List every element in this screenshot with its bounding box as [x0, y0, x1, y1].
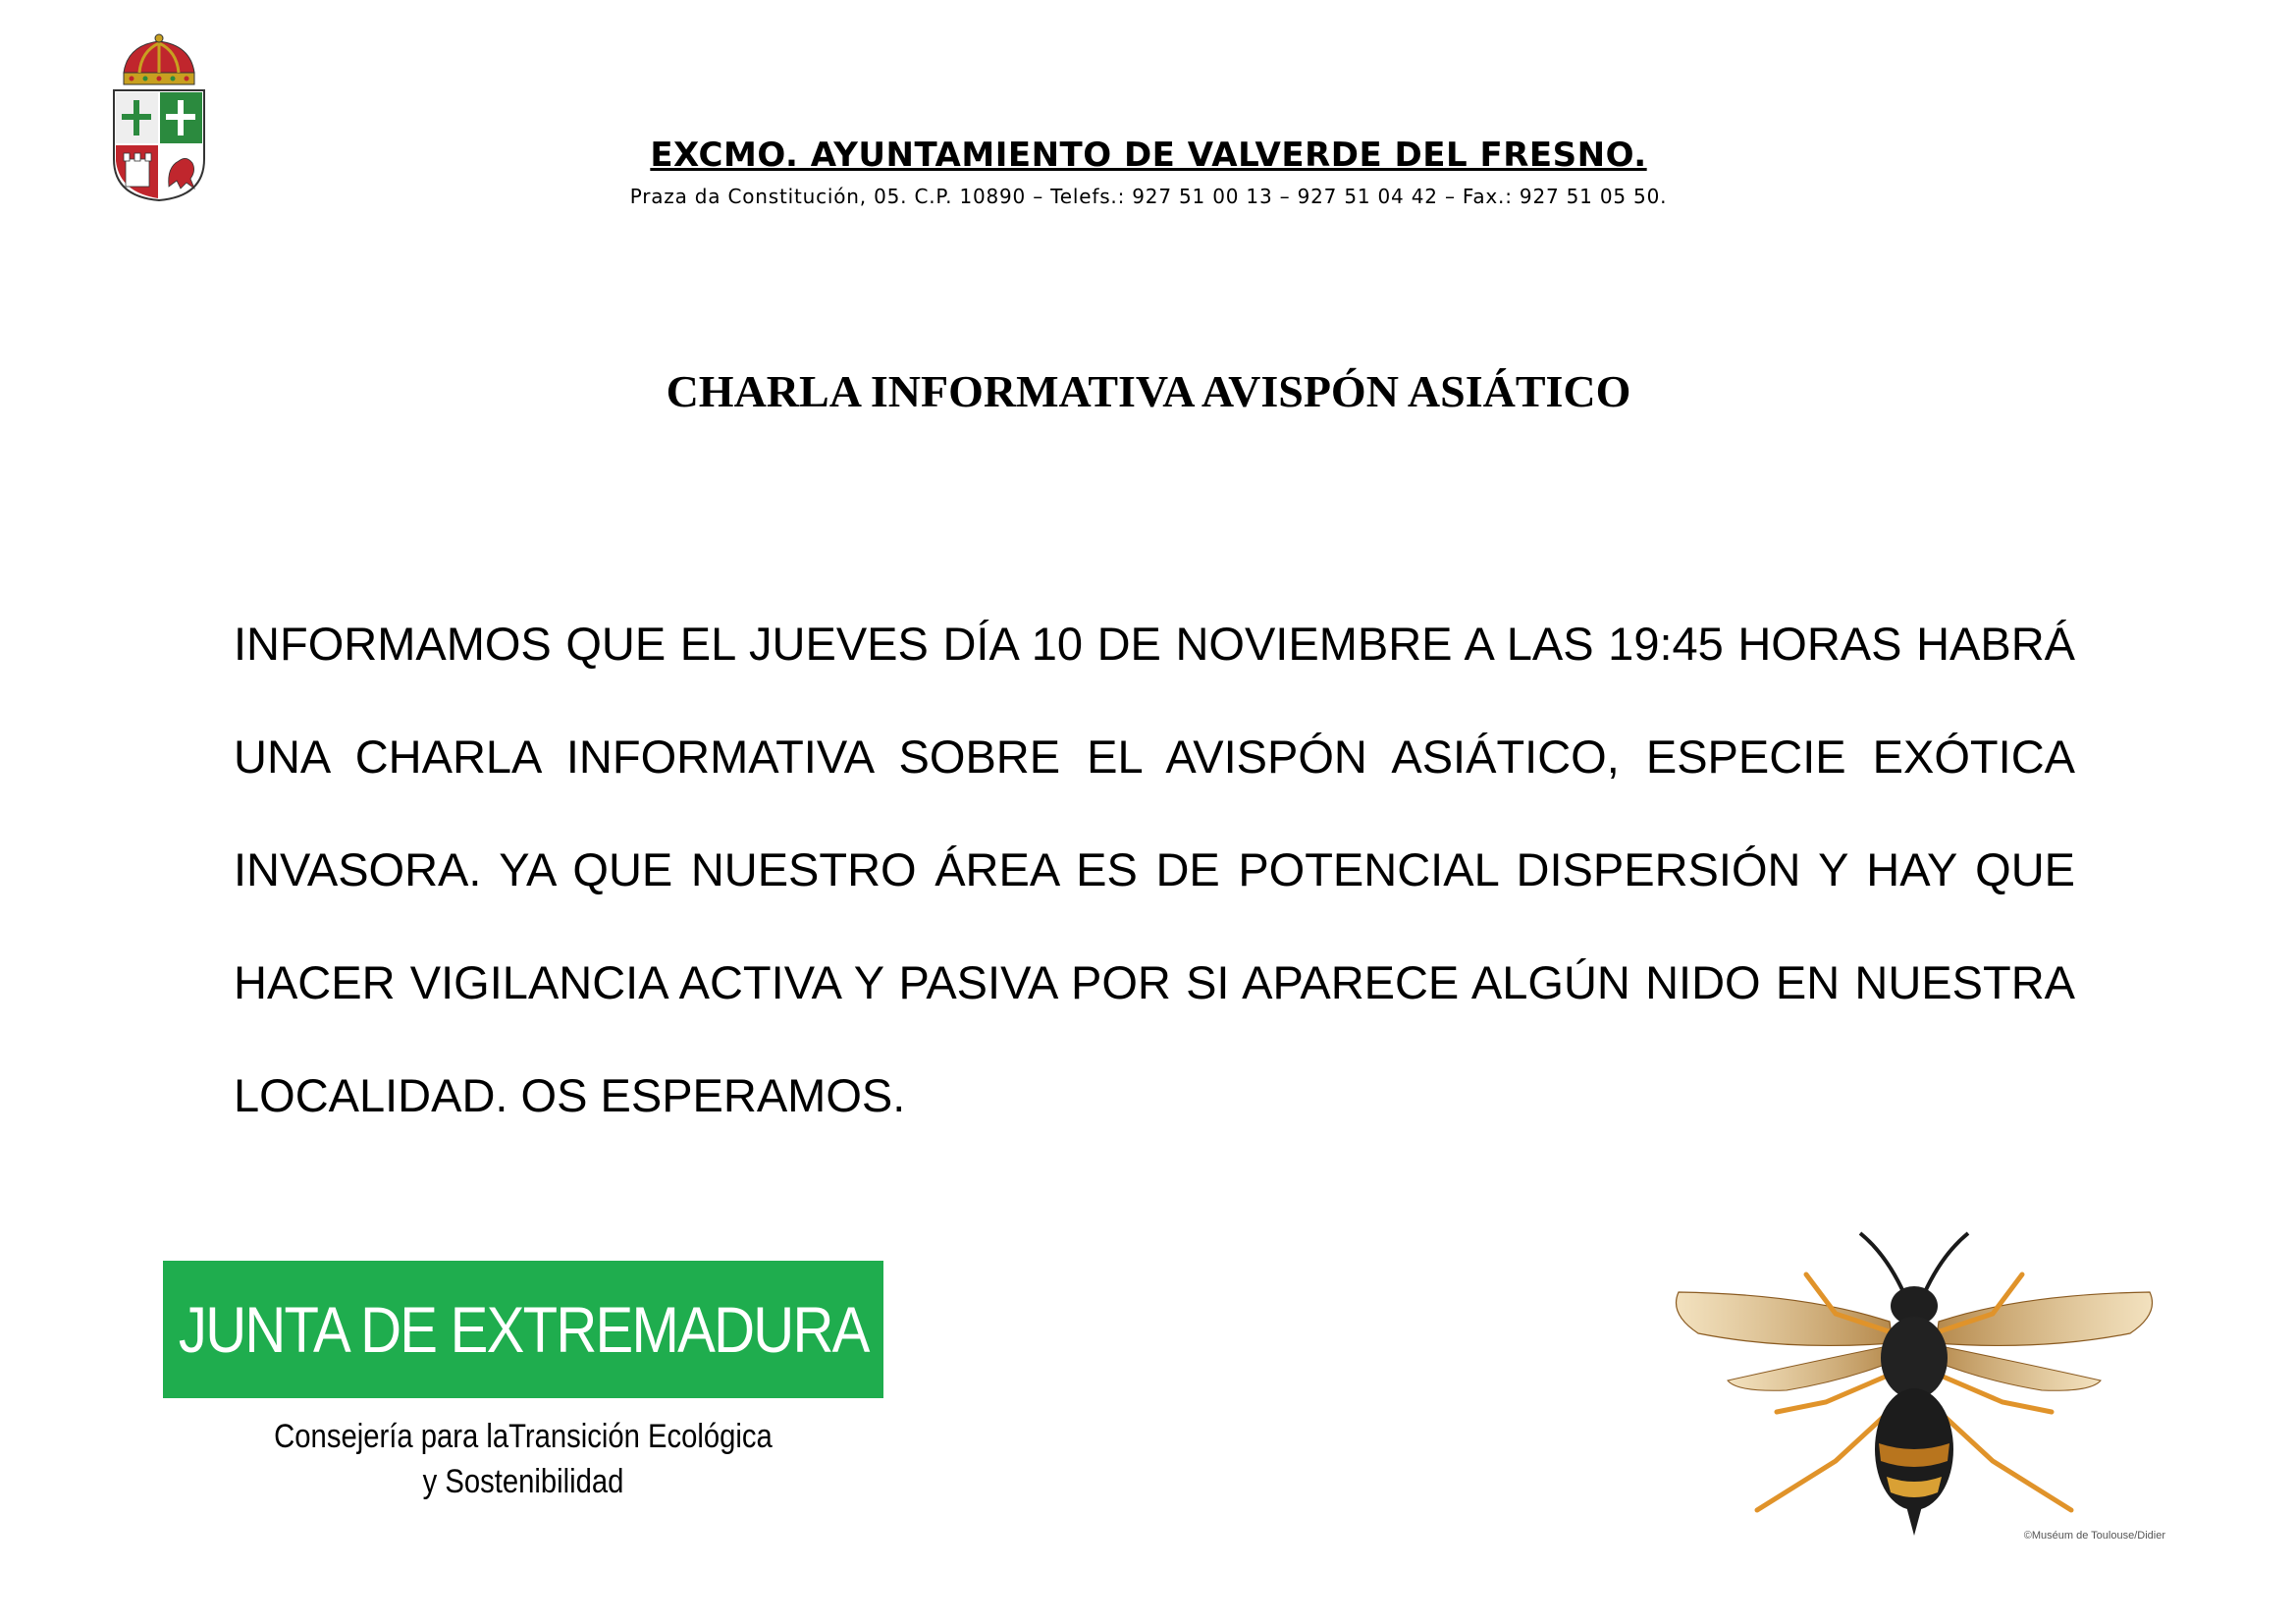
junta-logo-banner	[163, 1261, 883, 1398]
junta-logo-subtitle	[213, 1414, 832, 1504]
document-title: CHARLA INFORMATIVA AVISPÓN ASIÁTICO	[666, 366, 1631, 416]
coat-of-arms-icon	[110, 33, 208, 202]
junta-logo-name: JUNTA DE EXTREMADURA	[178, 1293, 869, 1366]
photo-credit: ©Muséum de Toulouse/Didier	[2023, 1530, 2165, 1542]
junta-subtitle-line-1: Consejería para laTransición Ecológica	[274, 1418, 773, 1455]
organization-address: Praza da Constitución, 05. C.P. 10890 – Telefs.: 927 51 00 13 – 927 51 04 42 – Fax.: 927 51 05 50.	[629, 185, 1668, 208]
hornet-icon	[1659, 1216, 2169, 1549]
announcement-body: INFORMAMOS QUE EL JUEVES DÍA 10 DE NOVIEMBRE A LAS 19:45 HORAS HABRÁ UNA CHARLA INFORMATIVA SOBRE EL AVISPÓN ASIÁTICO, ESPECIE EXÓTICA INVASORA. YA QUE NUESTRO ÁREA ES DE POTENCIAL DISPERSIÓN Y HAY QUE HACER VIGILANCIA ACTIVA Y PASIVA POR SI APARECE ALGÚN NIDO EN NUESTRA LOCALIDAD. OS ESPERAMOS.	[234, 618, 2075, 1121]
junta-subtitle-line-2: y Sostenibilidad	[422, 1463, 624, 1500]
organization-name: EXCMO. AYUNTAMIENTO DE VALVERDE DEL FRESNO.	[650, 135, 1647, 175]
